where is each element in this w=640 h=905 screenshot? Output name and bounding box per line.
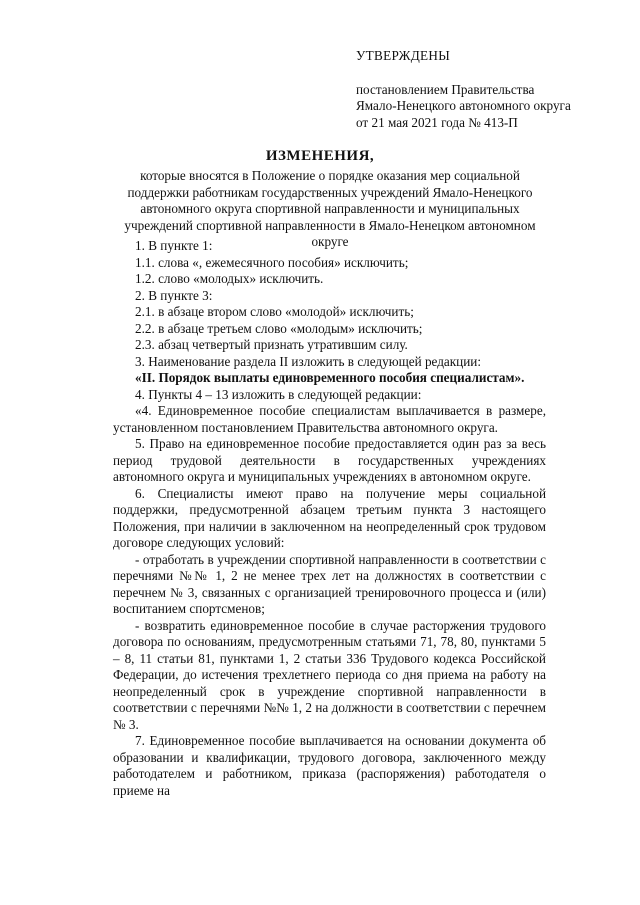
item-2-2: 2.2. в абзаце третьем слово «молодым» исключить; [135, 320, 423, 336]
clause-4: «4. Единовременное пособие специалистам выплачивается в размере, установленном постановлением Правительства автономного округа. [113, 403, 546, 435]
condition-1: - отработать в учреждении спортивной направленности в соответствии с перечнями №№ 1, 2 не менее трех лет на должностях в соответствии с перечнем № 3, связанных с организацией тренировочного процесса и (или) воспитанием спортсменов; [113, 551, 546, 616]
item-1-1: 1.1. слова «, ежемесячного пособия» исключить; [135, 254, 409, 270]
item-2: 2. В пункте 3: [135, 287, 213, 303]
approval-line-2: Ямало-Ненецкого автономного округа [356, 98, 571, 113]
approval-line-3: от 21 мая 2021 года № 413-П [356, 114, 518, 130]
clause-5: 5. Право на единовременное пособие предоставляется один раз за весь период трудовой деятельности в государственных учреждениях автономного округа и муниципальных учреждениях в автономном округе. [113, 436, 546, 484]
condition-2: - возвратить единовременное пособие в случае расторжения трудового договора по основаниям, предусмотренным статьями 71, 78, 80, пунктами 5 – 8, 11 статьи 81, пунктами 1, 2 статьи 336 Трудового кодекса Российской Федерации, до истечения трехлетнего периода со дня приема на работу на неопределенный срок в учреждение спортивной направленности в соответствии с перечнями №№ 1, 2 на должности в соответствии с перечнем № 3. [113, 617, 546, 732]
item-2-1: 2.1. в абзаце втором слово «молодой» исключить; [135, 304, 414, 319]
clause-7: 7. Единовременное пособие выплачивается на основании документа об образовании и квалификации, трудового договора, заключенного между работодателем и работником, приказа (распоряжения) работодателя о приеме на [113, 733, 546, 798]
approval-line-1: постановлением Правительства [356, 81, 535, 97]
document-title: ИЗМЕНЕНИЯ, [265, 148, 375, 164]
clause-6: 6. Специалисты имеют право на получение меры социальной поддержки, предусмотренной абзацем третьим пункта 3 настоящего Положения, при наличии в заключенном на неопределенный срок трудовом договоре следующих условий: [113, 485, 546, 550]
item-1-2: 1.2. слово «молодых» исключить. [135, 271, 324, 286]
section-heading: «II. Порядок выплаты единовременного пособия специалистам». [135, 370, 525, 385]
item-2-3: 2.3. абзац четвертый признать утратившим силу. [135, 337, 408, 352]
approval-title: УТВЕРЖДЕНЫ [356, 48, 451, 63]
document-body [113, 238, 546, 799]
approval-block [356, 48, 626, 131]
item-3: 3. Наименование раздела II изложить в следующей редакции: [135, 353, 482, 369]
document-subtitle: которые вносятся в Положение о порядке оказания мер социальной поддержки работникам государственных учреждений Ямало-Ненецкого автономного округа спортивной направленности и муниципальных учреждений спортивной направленности в Ямало-Ненецком автономном округе [124, 168, 536, 249]
item-1: 1. В пункте 1: [135, 238, 213, 253]
item-4: 4. Пункты 4 – 13 изложить в следующей редакции: [135, 386, 422, 402]
